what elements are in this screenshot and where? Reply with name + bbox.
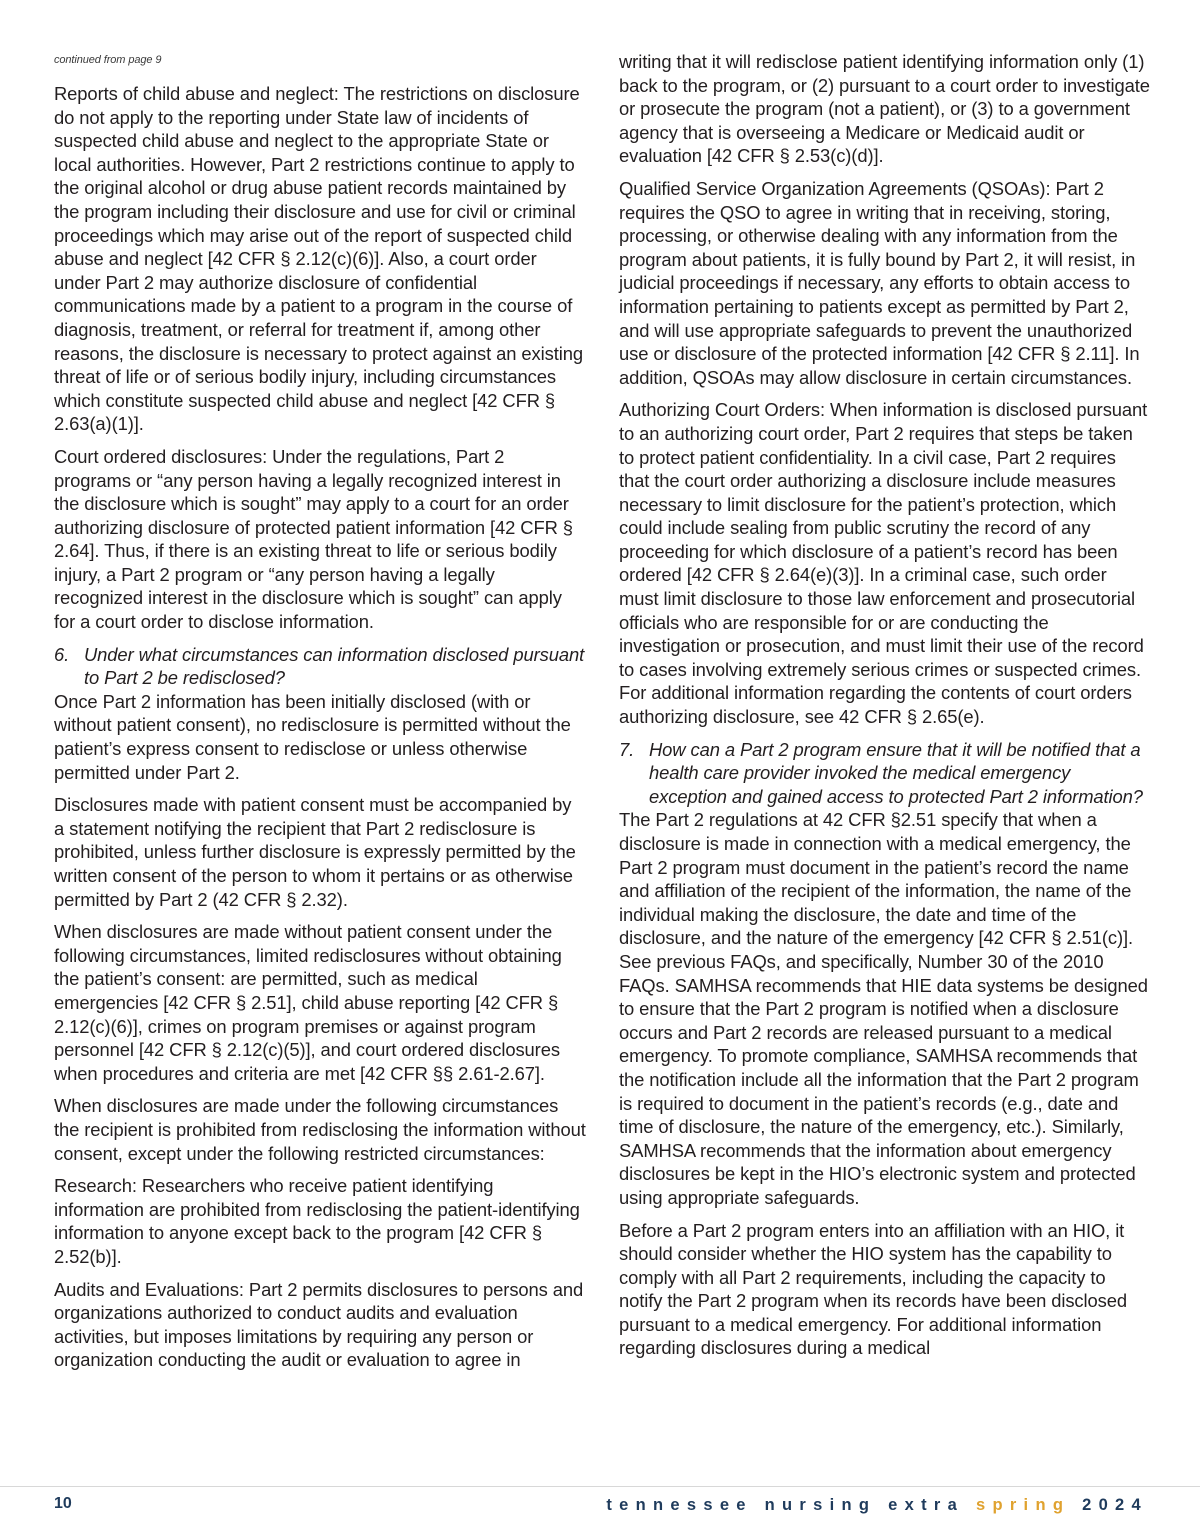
- paragraph-audits: Audits and Evaluations: Part 2 permits disclosures to persons and organizations authorized to conduct audits and evaluation activities, but imposes limitations by requiring any person or organization conducting the audit or evaluation to agree in: [54, 1278, 584, 1371]
- question-7: [619, 738, 1151, 809]
- footer-rule: [0, 1486, 1200, 1487]
- page-number: 10: [54, 1495, 72, 1512]
- paragraph-qsoa: Qualified Service Organization Agreements (QSOAs): Part 2 requires the QSO to agree in writing that in receiving, storing, processing, or otherwise dealing with any information from the program about patients, it is fully bound by Part 2, it will resist, in judicial proceedings if necessary, any efforts to obtain access to information pertaining to patients except as permitted by Part 2, and will use appropriate safeguards to prevent the unauthorized use or disclosure of the protected information [42 CFR § 2.11]. In addition, QSOAs may allow disclosure in certain circumstances.: [619, 177, 1140, 388]
- paragraph-audits-continued: writing that it will redisclose patient identifying information only (1) back to the program, or (2) pursuant to a court order to investigate or prosecute the program (not a patient), or (3) to a government agency that is overseeing a Medicare or Medicaid audit or evaluation [42 CFR § 2.53(c)(d)].: [619, 51, 1150, 167]
- question-6-number: 6.: [54, 643, 70, 665]
- paragraph-consent-disclosures: Disclosures made with patient consent must be accompanied by a statement notifying the recipient that Part 2 redisclosure is prohibited, unless further disclosure is expressly permitted by the written consent of the person to whom it pertains or as otherwise permitted by Part 2 (42 CFR § 2.32).: [54, 794, 576, 910]
- publication-year: 2024: [1082, 1496, 1148, 1514]
- paragraph-without-consent: When disclosures are made without patient consent under the following circumstances, limited redisclosures without obtaining the patient’s consent: are permitted, such as medical emergencies [42 CFR § 2.51], child abuse reporting [42 CFR § 2.12(c)(6)], crimes on program premises or against program personnel [42 CFR § 2.12(c)(5)], and court ordered disclosures when procedures and criteria are met [42 CFR §§ 2.61-2.67].: [54, 921, 562, 1084]
- paragraph-court-ordered: Court ordered disclosures: Under the regulations, Part 2 programs or “any person having a legally recognized interest in the disclosure which is sought” may apply to a court for an order authorizing disclosure of protected patient information [42 CFR § 2.64]. Thus, if there is an existing threat to life or serious bodily injury, a Part 2 program or “any person having a legally recognized interest in the disclosure which is sought” can apply for a court order to disclose information.: [54, 445, 573, 633]
- continued-note: continued from page 9: [54, 54, 162, 66]
- answer-6-paragraph: Once Part 2 information has been initially disclosed (with or without patient consent), no redisclosure is permitted without the patient’s express consent to redisclose or unless otherwise permitted under Part 2.: [54, 690, 571, 783]
- question-6-text: Under what circumstances can information disclosed pursuant to Part 2 be redisclosed?: [84, 643, 585, 689]
- question-7-text: How can a Part 2 program ensure that it will be notified that a health care provider invoked the medical emergency exception and gained access to protected Part 2 information?: [649, 738, 1143, 807]
- publication-title: [606, 1490, 1148, 1520]
- right-column: [619, 50, 1151, 1369]
- paragraph-court-orders: Authorizing Court Orders: When information is disclosed pursuant to an authorizing court order, Part 2 requires that steps be taken to protect patient confidentiality. In a civil case, Part 2 requires that the court order authorizing a disclosure include measures necessary to limit disclosure for the patient’s protection, which could include sealing from public scrutiny the record of any proceeding for which disclosure of a patient’s record has been ordered [42 CFR § 2.64(e)(3)]. In a criminal case, such order must limit disclosure to those law enforcement and prosecutorial officials who are responsible for or are conducting the investigation or prosecution, and must limit their use of the record to cases involving extremely serious crimes or suspected crimes. For additional information regarding the contents of court orders authorizing disclosure, see 42 CFR § 2.65(e).: [619, 399, 1148, 728]
- publication-name: tennessee nursing extra: [606, 1496, 965, 1514]
- paragraph-research: Research: Researchers who receive patient identifying information are prohibited from redisclosing the patient-identifying information to anyone except back to the program [42 CFR § 2.52(b)].: [54, 1175, 580, 1267]
- answer-7-paragraph: The Part 2 regulations at 42 CFR §2.51 specify that when a disclosure is made in connection with a medical emergency, the Part 2 program must document in the patient’s record the name and affiliation of the recipient of the information, the name of the individual making the disclosure, the date and time of the disclosure, and the nature of the emergency [42 CFR § 2.51(c)]. See previous FAQs, and specifically, Number 30 of the 2010 FAQs. SAMHSA recommends that HIE data systems be designed to ensure that the Part 2 program is notified when a disclosure occurs and Part 2 records are released pursuant to a medical emergency. To promote compliance, SAMHSA recommends that the notification include all the information that the Part 2 program is required to document in the patient’s records (e.g., date and time of disclosure, the nature of the emergency, etc.). Similarly, SAMHSA recommends that the information about emergency disclosures be kept in the HIO’s electronic system and protected using appropriate safeguards.: [619, 809, 1148, 1208]
- paragraph-child-abuse: Reports of child abuse and neglect: The restrictions on disclosure do not apply to the reporting under State law of incidents of suspected child abuse and neglect to the appropriate State or local authorities. However, Part 2 restrictions continue to apply to the original alcohol or drug abuse patient records maintained by the program including their disclosure and use for civil or criminal proceedings which may arise out of the report of suspected child abuse and neglect [42 CFR § 2.12(c)(6)]. Also, a court order under Part 2 may authorize disclosure of confidential communications made by a patient to a program in the course of diagnosis, treatment, or referral for treatment if, among other reasons, the disclosure is necessary to protect against an existing threat of life or of serious bodily injury, including circumstances which constitute suspected child abuse and neglect [42 CFR § 2.63(a)(1)].: [54, 83, 583, 435]
- question-7-number: 7.: [619, 738, 635, 760]
- left-column: [54, 52, 586, 1381]
- paragraph-restricted-circumstances: When disclosures are made under the following circumstances the recipient is prohibited from redisclosing the information without consent, except under the following restricted circumstances:: [54, 1095, 586, 1164]
- publication-season: spring: [975, 1496, 1071, 1514]
- question-6: [54, 643, 586, 690]
- paragraph-hio-affiliation: Before a Part 2 program enters into an affiliation with an HIO, it should consider whether the HIO system has the capability to comply with all Part 2 requirements, including the capacity to notify the Part 2 program when its records have been disclosed pursuant to a medical emergency. For additional information regarding disclosures during a medical: [619, 1219, 1127, 1359]
